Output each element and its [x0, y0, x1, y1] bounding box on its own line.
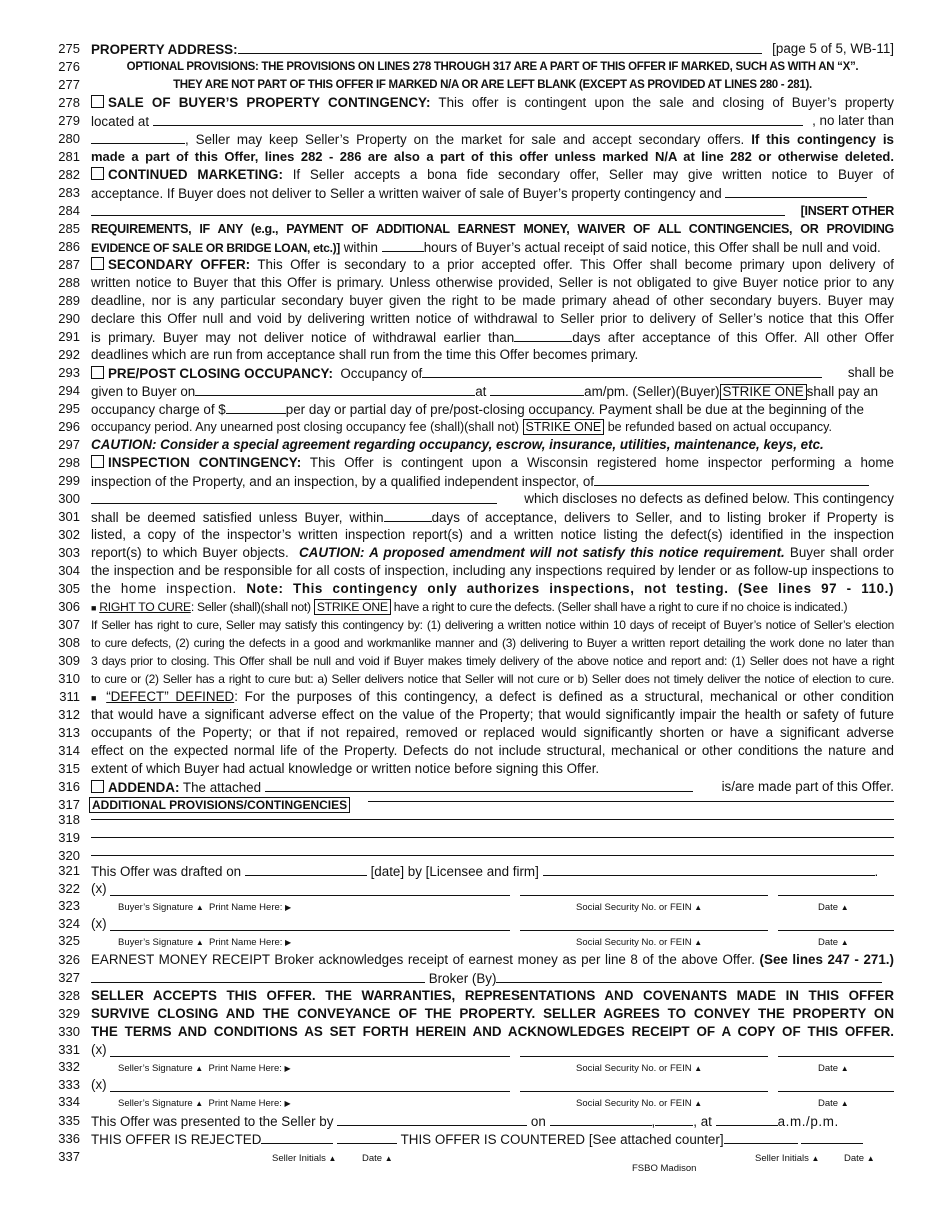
defect-text-5: extent of which Buyer had actual knowledge or written notice before signing this Offer. [91, 761, 600, 776]
continued-marketing-line3 [91, 202, 894, 221]
footer-label: FSBO Madison [632, 1163, 697, 1174]
line-number: 310 [58, 671, 80, 686]
continued-text: hours of Buyer’s actual receipt of said notice, this Offer shall be null and void. [423, 240, 881, 255]
continued-requirements-field-2[interactable] [91, 202, 785, 216]
line-number: 302 [58, 527, 80, 542]
up-arrow-icon: ▲ [384, 1154, 393, 1163]
caption-text: Social Security No. or FEIN [576, 902, 692, 913]
inspection-line2 [91, 472, 894, 491]
defect-text-2: that would have a significant adverse effect on the value of the Property; that would significantly impair the health or safety of future [91, 707, 894, 722]
caption-text: Seller’s Signature [118, 1063, 193, 1074]
seller-ssn-caption-1 [576, 1063, 702, 1074]
caption-text: Print Name Here: [209, 902, 283, 913]
defect-defined-title: “DEFECT” DEFINED [106, 689, 235, 704]
occupancy-text: at [475, 384, 487, 399]
up-arrow-icon: ▲ [694, 903, 703, 912]
drafted-licensee-field[interactable] [543, 862, 875, 876]
occupancy-text: given to Buyer on [91, 384, 196, 399]
rejected-date-field[interactable] [337, 1130, 397, 1144]
secondary-text: This Offer is secondary to a prior accepted offer. This Offer shall become primary upon delivery of [257, 257, 894, 272]
page-reference: [page 5 of 5, WB-11] [772, 41, 894, 56]
occupancy-text: be refunded based on actual occupancy. [607, 420, 832, 434]
occupancy-text: shall pay an [806, 384, 879, 399]
right-to-cure-text-2: If Seller has right to cure, Seller may satisfy this contingency by: (1) delivering a written notice within 10 days of receipt of Buyer’s notice of Seller’s election [91, 618, 894, 632]
bullet-icon: ■ [91, 603, 97, 613]
continued-text: within [343, 240, 378, 255]
up-arrow-icon: ▲ [195, 903, 204, 912]
inspection-text: : For the purposes of this contingency, a defect is defined as a structural, mechanical or other condition [234, 689, 894, 704]
sale-contingency-line4: made a part of this Offer, lines 282 - 286 are also a part of this offer unless marked N/A at line 282 or otherwise deleted. [91, 149, 894, 164]
occupancy-of-field[interactable] [422, 364, 822, 378]
addenda-text: is/are made part of this Offer. [721, 779, 894, 794]
continued-marketing-line5 [91, 238, 894, 257]
line-number: 330 [58, 1024, 80, 1039]
presented-text: , [651, 1114, 656, 1129]
line-number: 328 [58, 988, 80, 1003]
seller-ssn-field-2[interactable] [520, 1091, 768, 1092]
continued-text: If Seller accepts a bona fide secondary offer, Seller may give written notice to Buyer of [292, 167, 894, 182]
additional-provisions-line-317[interactable] [368, 801, 894, 802]
inspection-text: days of acceptance, delivers to Seller, and to listing broker if Property is [431, 510, 894, 525]
earnest-money-line [91, 951, 894, 969]
line-number: 275 [58, 41, 80, 56]
buyer-property-address-field[interactable] [153, 112, 803, 126]
right-to-cure-title: RIGHT TO CURE [99, 600, 191, 614]
line-number: 294 [58, 383, 80, 398]
continued-marketing-line4: REQUIREMENTS, IF ANY (e.g., PAYMENT OF ADDITIONAL EARNEST MONEY, WAIVER OF ALL CONTINGENCIES, OR PROVIDING [91, 222, 894, 236]
line-number: 337 [58, 1149, 80, 1164]
buyer-signature-field-1[interactable] [110, 895, 510, 896]
line-number: 295 [58, 401, 80, 416]
buyer-signature-caption-2 [118, 937, 291, 948]
line-number: 312 [58, 707, 80, 722]
line-number: 279 [58, 113, 80, 128]
caption-text: Social Security No. or FEIN [576, 937, 692, 948]
line-number: 299 [58, 473, 80, 488]
countered-text: THIS OFFER IS COUNTERED [See attached counter] [400, 1132, 724, 1147]
continued-text: acceptance. If Buyer does not deliver to Seller a written waiver of sale of Buyer’s property contingency and [91, 186, 722, 201]
drafted-date-field[interactable] [245, 862, 367, 876]
occupancy-date-field[interactable] [195, 382, 475, 396]
line-number: 317 [58, 797, 80, 812]
broker-name-field[interactable] [91, 969, 425, 983]
rejected-initials-caption [272, 1153, 336, 1164]
addenda-text: The attached [182, 780, 262, 795]
seller-signature-caption-2 [118, 1098, 291, 1109]
caption-text: Date [818, 1063, 839, 1074]
caption-text: Buyer’s Signature [118, 902, 194, 913]
right-to-cure-text-4: 3 days prior to closing. This Offer shall be null and void if Buyer makes timely delivery of the above notice and report and: (1) Seller does not have a right [91, 654, 894, 668]
line-number: 296 [58, 419, 80, 434]
line-number: 290 [58, 311, 80, 326]
buyer-date-caption-2 [818, 937, 849, 948]
line-number: 303 [58, 545, 80, 560]
right-arrow-icon: ▶ [285, 903, 292, 912]
inspection-scope-field-2[interactable] [91, 490, 497, 504]
occupancy-line4 [91, 418, 894, 436]
line-number: 318 [58, 812, 80, 827]
buyer-ssn-caption-2 [576, 937, 702, 948]
sale-text: This offer is contingent upon the sale and closing of Buyer’s property [438, 95, 894, 110]
inspection-checkbox[interactable] [91, 455, 104, 468]
right-to-cure-line [91, 598, 894, 617]
line-number: 336 [58, 1131, 80, 1146]
line-number: 282 [58, 167, 80, 182]
line-number: 285 [58, 221, 80, 236]
line-number: 280 [58, 131, 80, 146]
line-number: 322 [58, 881, 80, 896]
continued-text: EVIDENCE OF SALE OR BRIDGE LOAN, etc.)] [91, 241, 340, 255]
up-arrow-icon: ▲ [840, 938, 849, 947]
secondary-offer-line4: declare this Offer null and void by delivering written notice of withdrawal to Seller prior to delivery of Seller’s notice that this Offer [91, 311, 894, 326]
drafted-text: This Offer was drafted on [91, 864, 242, 879]
up-arrow-icon: ▲ [811, 1154, 820, 1163]
earnest-text: EARNEST MONEY RECEIPT Broker acknowledges receipt of earnest money as per line 8 of the above Offer. [91, 952, 755, 967]
inspection-scope-field[interactable] [594, 472, 869, 486]
inspection-line4 [91, 508, 894, 527]
line-number: 293 [58, 365, 80, 380]
caption-text: Social Security No. or FEIN [576, 1063, 692, 1074]
occupancy-text: Occupancy of [340, 366, 423, 381]
inspection-text: which discloses no defects as defined below. This contingency [524, 491, 894, 506]
continued-marketing-checkbox[interactable] [91, 167, 104, 180]
sale-text: Seller may keep Seller’s Property on the market for sale and accept secondary offers. [195, 132, 745, 147]
line-number: 297 [58, 437, 80, 452]
line-number: 321 [58, 863, 80, 878]
seller-accepts-line3: THE TERMS AND CONDITIONS AS SET FORTH HEREIN AND ACKNOWLEDGES RECEIPT OF A COPY OF THIS OFFER. [91, 1024, 894, 1039]
buyer-ssn-caption-1 [576, 902, 702, 913]
inspection-line8 [91, 580, 894, 598]
inspection-text: This Offer is contingent upon a Wisconsin registered home inspector performing a home [309, 455, 894, 470]
right-to-cure-text-3: to cure defects, (2) curing the defects in a good and workmanlike manner and (3) delivering to Buyer a written report detailing the work done no later than [91, 636, 894, 650]
presented-line [91, 1112, 894, 1131]
strike-one-box: STRIKE ONE [314, 599, 391, 615]
inspection-line6 [91, 544, 894, 562]
seller-accepts-line1: SELLER ACCEPTS THIS OFFER. THE WARRANTIES, REPRESENTATIONS AND COVENANTS MADE IN THIS OFFER [91, 988, 894, 1003]
presented-by-field[interactable] [337, 1112, 527, 1126]
line-number: 316 [58, 779, 80, 794]
presented-date-field[interactable] [550, 1112, 652, 1126]
line-number: 298 [58, 455, 80, 470]
continued-marketing-line1 [91, 166, 894, 184]
occupancy-checkbox[interactable] [91, 366, 104, 379]
line-number: 319 [58, 830, 80, 845]
line-number: 286 [58, 239, 80, 254]
additional-provisions-line-320[interactable] [91, 855, 894, 856]
line-number: 309 [58, 653, 80, 668]
line-number: 313 [58, 725, 80, 740]
seller-date-field-2[interactable] [778, 1091, 894, 1092]
strike-one-box: STRIKE ONE [720, 384, 807, 400]
buyer-date-caption-1 [818, 902, 849, 913]
line-number: 320 [58, 848, 80, 863]
occupancy-text: shall be [847, 365, 894, 380]
up-arrow-icon: ▲ [195, 938, 204, 947]
additional-provisions-row [89, 796, 892, 814]
caption-text: Print Name Here: [208, 1098, 282, 1109]
up-arrow-icon: ▲ [694, 938, 703, 947]
rejected-countered-line [91, 1130, 894, 1149]
line-number: 284 [58, 203, 80, 218]
line-number: 278 [58, 95, 80, 110]
seller-accepts-line2: SURVIVE CLOSING AND THE CONVEYANCE OF THE PROPERTY. SELLER AGREES TO CONVEY THE PROPERTY ON [91, 1006, 894, 1021]
line-number: 277 [58, 77, 80, 92]
drafted-text: [date] by [Licensee and firm] [370, 864, 539, 879]
caption-text: Seller’s Signature [118, 1098, 193, 1109]
strike-one-box: STRIKE ONE [523, 419, 605, 435]
line-number: 300 [58, 491, 80, 506]
caption-text: Date [362, 1153, 383, 1164]
sale-text: , [185, 132, 189, 147]
inspection-text: report(s) to which Buyer objects. [91, 545, 289, 560]
property-address-field[interactable] [238, 40, 762, 54]
line-number: 301 [58, 509, 80, 524]
caption-text: Print Name Here: [209, 937, 283, 948]
line-number: 331 [58, 1042, 80, 1057]
buyer-signature-caption-1 [118, 902, 291, 913]
continued-marketing-title: CONTINUED MARKETING: [108, 167, 283, 182]
countered-date-field[interactable] [801, 1130, 863, 1144]
occupancy-line2 [91, 382, 894, 401]
caption-text: Seller Initials [755, 1153, 809, 1164]
property-address-line [91, 40, 894, 59]
drafted-line [91, 862, 894, 881]
occupancy-charge-field[interactable] [226, 400, 286, 414]
optional-provisions-line2: THEY ARE NOT PART OF THIS OFFER IF MARKED N/A OR ARE LEFT BLANK (EXCEPT AS PROVIDED AT LINES 280 - 281). [173, 79, 812, 91]
line-number: 334 [58, 1094, 80, 1109]
withdrawal-days-field[interactable] [514, 328, 572, 342]
seller-ssn-caption-2 [576, 1098, 702, 1109]
addenda-line [91, 778, 894, 797]
seller-signature-field-1[interactable] [110, 1056, 510, 1057]
caption-text: Seller Initials [272, 1153, 326, 1164]
line-number: 289 [58, 293, 80, 308]
inspection-text: have a right to cure the defects. (Seller shall have a right to cure if no choice is indicated.) [393, 600, 848, 614]
seller-date-caption-2 [818, 1098, 849, 1109]
line-number: 283 [58, 185, 80, 200]
line-number: 323 [58, 898, 80, 913]
up-arrow-icon: ▲ [840, 1064, 849, 1073]
seller-date-field-1[interactable] [778, 1056, 894, 1057]
presented-text: , at [693, 1114, 712, 1129]
inspection-line1 [91, 454, 894, 472]
seller-signature-field-2[interactable] [110, 1091, 510, 1092]
line-number: 288 [58, 275, 80, 290]
caption-text: Print Name Here: [208, 1063, 282, 1074]
sale-contingency-line1 [91, 94, 894, 112]
inspection-title: INSPECTION CONTINGENCY: [108, 455, 302, 470]
defect-defined-line [91, 688, 894, 707]
caption-text: Date [818, 902, 839, 913]
caption-text: Date [818, 937, 839, 948]
right-to-cure-text-5: to cure or (2) Seller has a right to cure but: a) Seller delivers notice that Seller will not cure or b) Seller does not timely deliver the notice of election to cure. [91, 672, 894, 686]
countered-date-caption [844, 1153, 875, 1164]
line-number: 304 [58, 563, 80, 578]
inspection-line7: the inspection and be responsible for all costs of inspection, including any inspections required by lender or as follow-up inspections to [91, 563, 894, 578]
line-number: 311 [59, 689, 80, 704]
line-number: 308 [58, 635, 80, 650]
secondary-text: is primary. Buyer may not deliver notice of withdrawal earlier than [91, 330, 515, 345]
line-number: 324 [58, 916, 80, 931]
signature-x: (x) [91, 1077, 107, 1092]
additional-provisions-label: ADDITIONAL PROVISIONS/CONTINGENCIES [89, 797, 350, 813]
secondary-offer-line5 [91, 328, 894, 347]
line-number: 327 [58, 970, 80, 985]
line-number: 306 [58, 599, 80, 614]
right-arrow-icon: ▶ [284, 1064, 291, 1073]
occupancy-text: per day or partial day of pre/post-closing occupancy. Payment shall be due at the beginning of the [285, 402, 864, 417]
occupancy-line1 [91, 364, 894, 383]
addenda-title: ADDENDA: [108, 780, 180, 795]
countered-initials-field[interactable] [724, 1130, 798, 1144]
inspection-text: inspection of the Property, and an inspection, by a qualified independent inspector, of [91, 474, 594, 489]
continued-hours-field[interactable] [382, 238, 424, 252]
addenda-field[interactable] [265, 778, 693, 792]
caption-text: Buyer’s Signature [118, 937, 194, 948]
occupancy-line3 [91, 400, 894, 419]
signature-x: (x) [91, 881, 107, 896]
line-number: 291 [58, 329, 80, 344]
up-arrow-icon: ▲ [195, 1099, 204, 1108]
up-arrow-icon: ▲ [694, 1099, 703, 1108]
up-arrow-icon: ▲ [694, 1064, 703, 1073]
right-arrow-icon: ▶ [285, 938, 292, 947]
property-address-label: PROPERTY ADDRESS: [91, 42, 238, 57]
seller-date-caption-1 [818, 1063, 849, 1074]
up-arrow-icon: ▲ [195, 1064, 204, 1073]
secondary-offer-line6: deadlines which are run from acceptance shall run from the time this Offer becomes primary. [91, 347, 639, 362]
presented-text: a.m./p.m. [777, 1114, 839, 1129]
countered-initials-caption [755, 1153, 819, 1164]
line-number: 314 [58, 743, 80, 758]
inspection-caution: CAUTION: A proposed amendment will not satisfy this notice requirement. [299, 545, 785, 560]
line-number: 281 [58, 149, 80, 164]
buyer-date-field-1[interactable] [778, 895, 894, 896]
occupancy-caution: CAUTION: Consider a special agreement regarding occupancy, escrow, insurance, utilities, maintenance, keys, etc. [91, 437, 824, 452]
caption-text: Date [818, 1098, 839, 1109]
secondary-offer-line1 [91, 256, 894, 274]
occupancy-time-field[interactable] [490, 382, 584, 396]
sale-text: If this contingency is [751, 132, 894, 147]
broker-line [91, 969, 894, 988]
sale-contingency-checkbox[interactable] [91, 95, 104, 108]
continued-marketing-line2 [91, 184, 894, 203]
buyer-signature-field-2[interactable] [110, 930, 510, 931]
addenda-checkbox[interactable] [91, 780, 104, 793]
rejected-date-caption [362, 1153, 393, 1164]
optional-provisions-line1: OPTIONAL PROVISIONS: THE PROVISIONS ON LINES 278 THROUGH 317 ARE A PART OF THIS OFFER IF MARKED, SUCH AS WITH AN “X”. [126, 61, 859, 73]
signature-x: (x) [91, 1042, 107, 1057]
caption-text: Date [844, 1153, 865, 1164]
line-number: 287 [58, 257, 80, 272]
presented-year-field[interactable] [655, 1112, 693, 1126]
inspection-text: : Seller (shall)(shall not) [190, 600, 311, 614]
up-arrow-icon: ▲ [866, 1154, 875, 1163]
right-arrow-icon: ▶ [284, 1099, 291, 1108]
sale-text: , no later than [812, 113, 894, 128]
caption-text: Social Security No. or FEIN [576, 1098, 692, 1109]
additional-provisions-line-318[interactable] [91, 819, 894, 820]
inspection-line3 [91, 490, 894, 509]
inspection-note: Note: This contingency only authorizes inspections, not testing. (See lines 97 - 110.) [246, 581, 894, 596]
line-number: 332 [58, 1059, 80, 1074]
buyer-date-field-2[interactable] [778, 930, 894, 931]
secondary-text: days after acceptance of this Offer. All other Offer [572, 330, 894, 345]
line-number: 325 [58, 933, 80, 948]
presented-text: This Offer was presented to the Seller by [91, 1114, 334, 1129]
secondary-offer-line3: deadline, nor is any particular secondary buyer given the right to be made primary ahead of other secondary buyers. Buyer may [91, 293, 894, 308]
up-arrow-icon: ▲ [840, 903, 849, 912]
line-number: 333 [58, 1077, 80, 1092]
rejected-initials-field[interactable] [261, 1130, 333, 1144]
additional-provisions-line-319[interactable] [91, 837, 894, 838]
sale-text: located at [91, 114, 150, 129]
continued-requirements-field[interactable] [725, 184, 867, 198]
secondary-offer-checkbox[interactable] [91, 257, 104, 270]
drafted-text: . [874, 864, 879, 879]
seller-ssn-field-1[interactable] [520, 1056, 768, 1057]
occupancy-text: am/pm. (Seller)(Buyer) [584, 384, 720, 399]
sale-contingency-title: SALE OF BUYER’S PROPERTY CONTINGENCY: [108, 95, 431, 110]
line-number: 335 [58, 1113, 80, 1128]
rejected-text: THIS OFFER IS REJECTED [91, 1132, 262, 1147]
seller-signature-caption-1 [118, 1063, 291, 1074]
sale-deadline-field[interactable] [91, 130, 185, 144]
sale-contingency-line3 [91, 130, 894, 149]
inspection-text: the home inspection. [91, 581, 237, 596]
bullet-icon: ■ [91, 693, 100, 703]
inspection-days-field[interactable] [384, 508, 432, 522]
line-number: 292 [58, 347, 80, 362]
sale-contingency-line2 [91, 112, 894, 131]
up-arrow-icon: ▲ [328, 1154, 337, 1163]
inspection-text: Buyer shall order [789, 545, 894, 560]
broker-by-field[interactable] [496, 969, 882, 983]
continued-text: [INSERT OTHER [800, 204, 894, 218]
line-number: 307 [58, 617, 80, 632]
inspection-text: shall be deemed satisfied unless Buyer, within [91, 510, 384, 525]
line-number: 326 [58, 952, 80, 967]
occupancy-text: occupancy charge of $ [91, 402, 226, 417]
signature-x: (x) [91, 916, 107, 931]
broker-label: Broker (By) [428, 971, 497, 986]
presented-text: on [530, 1114, 546, 1129]
secondary-offer-title: SECONDARY OFFER: [108, 257, 251, 272]
buyer-ssn-field-1[interactable] [520, 895, 768, 896]
line-number: 315 [58, 761, 80, 776]
earnest-ref: (See lines 247 - 271.) [759, 952, 894, 967]
occupancy-text: occupancy period. Any unearned post closing occupancy fee (shall)(shall not) [91, 420, 520, 434]
inspection-line5: listed, a copy of the inspector’s written inspection report(s) and a written notice listing the defect(s) identified in the inspection [91, 527, 894, 542]
line-number: 305 [58, 581, 80, 596]
line-number: 276 [58, 59, 80, 74]
buyer-ssn-field-2[interactable] [520, 930, 768, 931]
presented-time-field[interactable] [716, 1112, 778, 1126]
defect-text-4: effect on the expected normal life of the Property. Defects do not include structural, mechanical or other conditions the nature and [91, 743, 894, 758]
up-arrow-icon: ▲ [840, 1099, 849, 1108]
defect-text-3: occupants of the Poperty; or that if not repaired, removed or replaced would significantly shorten or have a significant adverse [91, 725, 894, 740]
occupancy-title: PRE/POST CLOSING OCCUPANCY: [108, 366, 333, 381]
line-number: 329 [58, 1006, 80, 1021]
secondary-offer-line2: written notice to Buyer that this Offer is primary. Unless otherwise provided, Seller is not obligated to give Buyer notice prior to any [91, 275, 894, 290]
